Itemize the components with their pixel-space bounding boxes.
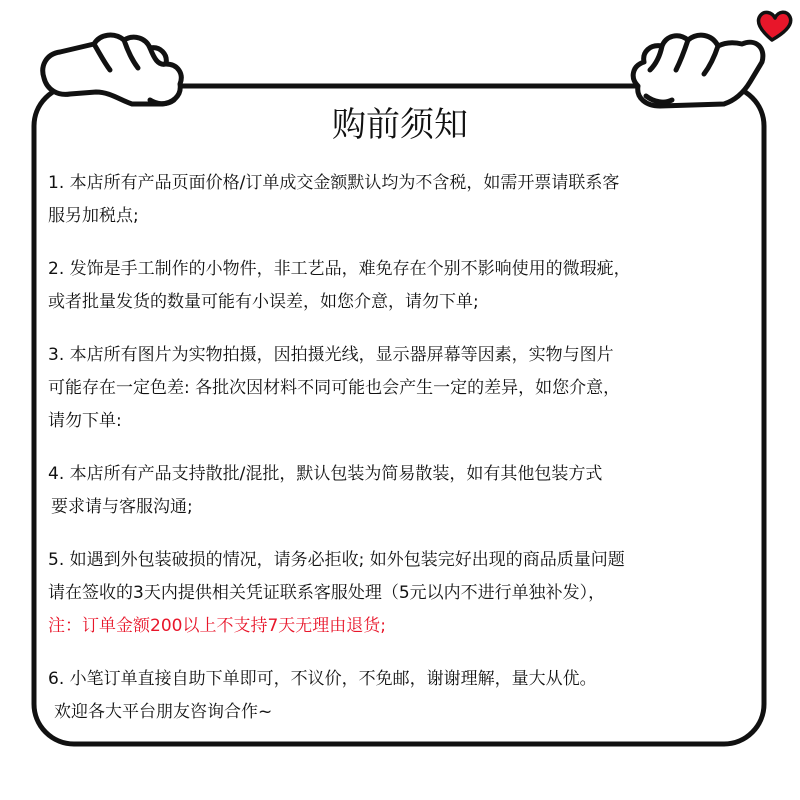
- heart-icon: [759, 12, 791, 40]
- notice-line: 请在签收的3天内提供相关凭证联系客服处理（5元以内不进行单独补发），: [48, 583, 606, 603]
- notice-list: [48, 167, 760, 749]
- notice-line: 1. 本店所有产品页面价格/订单成交金额默认均为不含税，如需开票请联系客: [48, 173, 620, 193]
- notice-line: 6. 小笔订单直接自助下单即可，不议价，不免邮，谢谢理解，量大从优。: [48, 669, 597, 689]
- notice-item-6: [48, 663, 760, 729]
- notice-line: 5. 如遇到外包装破损的情况，请务必拒收; 如外包装完好出现的商品质量问题: [48, 550, 625, 570]
- notice-item-3: [48, 339, 760, 438]
- notice-line: 可能存在一定色差: 各批次因材料不同可能也会产生一定的差异，如您介意，: [48, 378, 621, 398]
- notice-line: 2. 发饰是手工制作的小物件，非工艺品，难免存在个别不影响使用的微瑕疵，: [48, 259, 631, 279]
- notice-item-1: [48, 167, 760, 233]
- notice-line: 或者批量发货的数量可能有小误差，如您介意，请勿下单;: [48, 292, 479, 312]
- left-hand-icon: [43, 35, 181, 104]
- notice-item-5: [48, 544, 760, 643]
- notice-item-4: [48, 458, 760, 524]
- refund-warning-line: 注：订单金额200以上不支持7天无理由退货;: [48, 616, 386, 636]
- notice-item-2: [48, 253, 760, 319]
- notice-line: 服另加税点;: [48, 206, 139, 226]
- notice-line: 欢迎各大平台朋友咨询合作~: [54, 702, 273, 722]
- notice-line: 请勿下单:: [48, 411, 122, 431]
- notice-line: 要求请与客服沟通;: [51, 497, 193, 517]
- notice-line: 4. 本店所有产品支持散批/混批，默认包装为简易散装，如有其他包装方式: [48, 464, 603, 484]
- page-title: 购前须知: [332, 105, 468, 145]
- notice-line: 3. 本店所有图片为实物拍摄，因拍摄光线，显示器屏幕等因素，实物与图片: [48, 345, 614, 365]
